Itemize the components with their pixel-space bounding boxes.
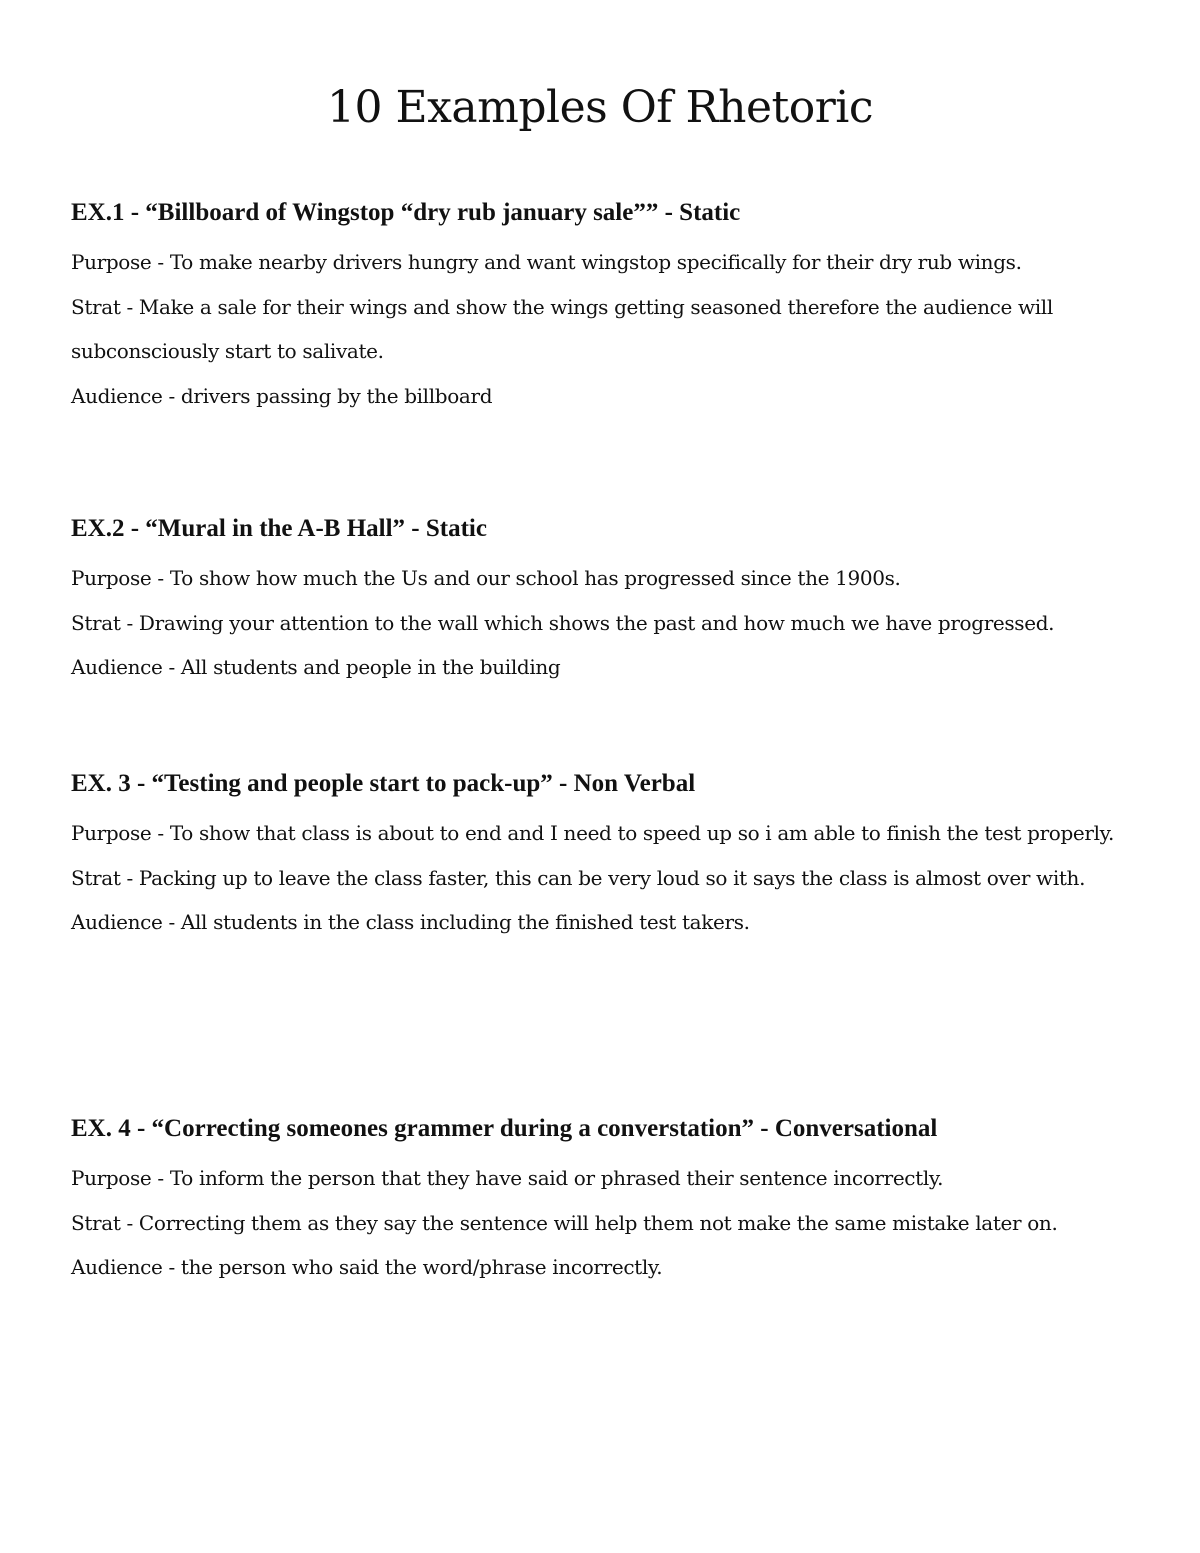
example-heading: EX. 3 - “Testing and people start to pack-up” - Non Verbal bbox=[71, 770, 696, 797]
example-1 bbox=[71, 196, 1131, 418]
example-strat: Strat - Make a sale for their wings and show the wings getting seasoned therefore the audience will subconsciously start to salivate. bbox=[71, 294, 1053, 364]
example-4 bbox=[71, 1112, 1131, 1290]
example-purpose: Purpose - To show that class is about to end and I need to speed up so i am able to finish the test properly. bbox=[71, 821, 1114, 845]
example-audience: Audience - All students and people in the building bbox=[71, 655, 561, 680]
document-title: 10 Examples Of Rhetoric bbox=[327, 82, 873, 133]
example-heading: EX. 4 - “Correcting someones grammer during a converstation” - Conversational bbox=[71, 1115, 938, 1142]
example-purpose: Purpose - To inform the person that they have said or phrased their sentence incorrectly. bbox=[71, 1166, 944, 1190]
example-strat: Strat - Packing up to leave the class faster, this can be very loud so it says the class is almost over with. bbox=[71, 865, 1086, 890]
example-3 bbox=[71, 767, 1131, 945]
example-audience: Audience - drivers passing by the billboard bbox=[71, 383, 493, 408]
example-audience: Audience - All students in the class including the finished test takers. bbox=[71, 910, 750, 935]
example-heading: EX.2 - “Mural in the A-B Hall” - Static bbox=[71, 515, 487, 542]
example-2 bbox=[71, 512, 1131, 690]
example-purpose: Purpose - To make nearby drivers hungry and want wingstop specifically for their dry rub wings. bbox=[71, 250, 1022, 274]
example-purpose: Purpose - To show how much the Us and our school has progressed since the 1900s. bbox=[71, 566, 901, 590]
example-heading: EX.1 - “Billboard of Wingstop “dry rub january sale”” - Static bbox=[71, 199, 741, 226]
example-strat: Strat - Correcting them as they say the sentence will help them not make the same mistake later on. bbox=[71, 1210, 1058, 1235]
example-strat: Strat - Drawing your attention to the wall which shows the past and how much we have progressed. bbox=[71, 610, 1055, 635]
example-audience: Audience - the person who said the word/phrase incorrectly. bbox=[71, 1255, 663, 1280]
